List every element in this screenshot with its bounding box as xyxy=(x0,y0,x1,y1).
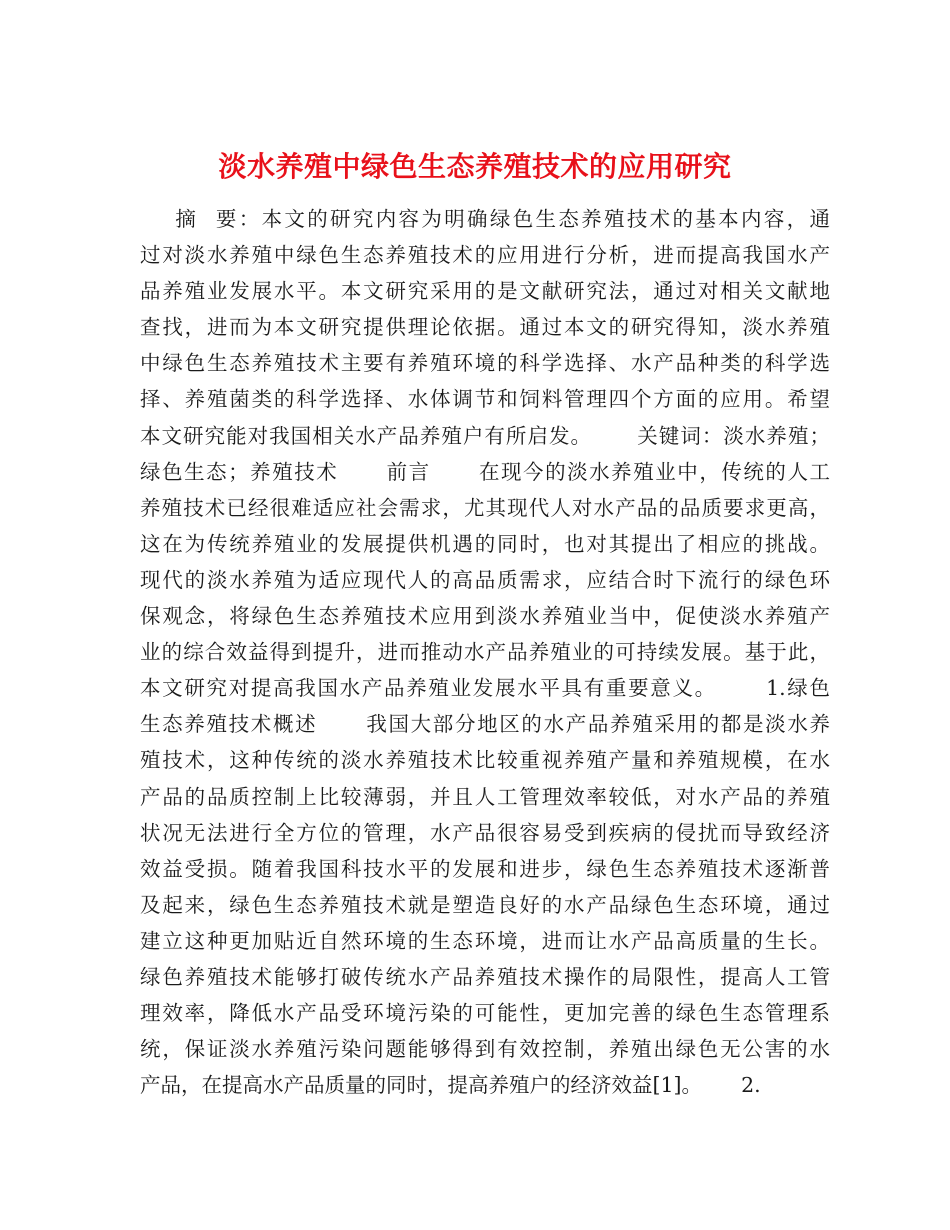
body-line: 及起来，绿色生态养殖技术就是塑造良好的水产品绿色生态环境，通过 xyxy=(140,892,830,917)
body-line: 择、养殖菌类的科学选择、水体调节和饲料管理四个方面的应用。希望 xyxy=(140,387,830,412)
body-line: 产品，在提高水产品质量的同时，提高养殖户的经济效益[1]。 2. xyxy=(140,1073,761,1098)
body-line: 中绿色生态养殖技术主要有养殖环境的科学选择、水产品种类的科学选 xyxy=(140,351,830,376)
body-line: 绿色养殖技术能够打破传统水产品养殖技术操作的局限性，提高人工管 xyxy=(140,964,830,989)
body-line: 业的综合效益得到提升，进而推动水产品养殖业的可持续发展。基于此， xyxy=(140,640,830,665)
body-line: 产品的品质控制上比较薄弱，并且人工管理效率较低，对水产品的养殖 xyxy=(140,784,830,809)
body-line: 殖技术，这种传统的淡水养殖技术比较重视养殖产量和养殖规模，在水 xyxy=(140,748,830,773)
body-line: 效益受损。随着我国科技水平的发展和进步，绿色生态养殖技术逐渐普 xyxy=(140,856,830,881)
body-line: 保观念，将绿色生态养殖技术应用到淡水养殖业当中，促使淡水养殖产 xyxy=(140,604,830,629)
body-line: 本文研究能对我国相关水产品养殖户有所启发。 关键词：淡水养殖； xyxy=(140,423,830,448)
body-line: 统，保证淡水养殖污染问题能够得到有效控制，养殖出绿色无公害的水 xyxy=(140,1037,830,1062)
body-line: 状况无法进行全方位的管理，水产品很容易受到疾病的侵扰而导致经济 xyxy=(140,820,830,845)
body-line: 养殖技术已经很难适应社会需求，尤其现代人对水产品的品质要求更高， xyxy=(140,495,830,520)
body-line: 本文研究对提高我国水产品养殖业发展水平具有重要意义。 1.绿色 xyxy=(140,676,830,701)
body-line: 摘 要：本文的研究内容为明确绿色生态养殖技术的基本内容，通 xyxy=(140,207,830,231)
body-line: 这在为传统养殖业的发展提供机遇的同时，也对其提出了相应的挑战。 xyxy=(140,531,830,556)
body-line: 品养殖业发展水平。本文研究采用的是文献研究法，通过对相关文献地 xyxy=(140,279,830,304)
body-line: 生态养殖技术概述 我国大部分地区的水产品养殖采用的都是淡水养 xyxy=(140,712,830,737)
body-line: 现代的淡水养殖为适应现代人的高品质需求，应结合时下流行的绿色环 xyxy=(140,567,830,592)
body-line: 查找，进而为本文研究提供理论依据。通过本文的研究得知，淡水养殖 xyxy=(140,315,830,340)
body-line: 理效率，降低水产品受环境污染的可能性，更加完善的绿色生态管理系 xyxy=(140,1001,830,1026)
document-title: 淡水养殖中绿色生态养殖技术的应用研究 xyxy=(218,149,732,183)
body-line: 建立这种更加贴近自然环境的生态环境，进而让水产品高质量的生长。 xyxy=(140,928,830,953)
body-line: 绿色生态；养殖技术 前言 在现今的淡水养殖业中，传统的人工 xyxy=(140,459,830,484)
body-line: 过对淡水养殖中绿色生态养殖技术的应用进行分析，进而提高我国水产 xyxy=(140,243,830,268)
document-body xyxy=(140,201,830,1103)
